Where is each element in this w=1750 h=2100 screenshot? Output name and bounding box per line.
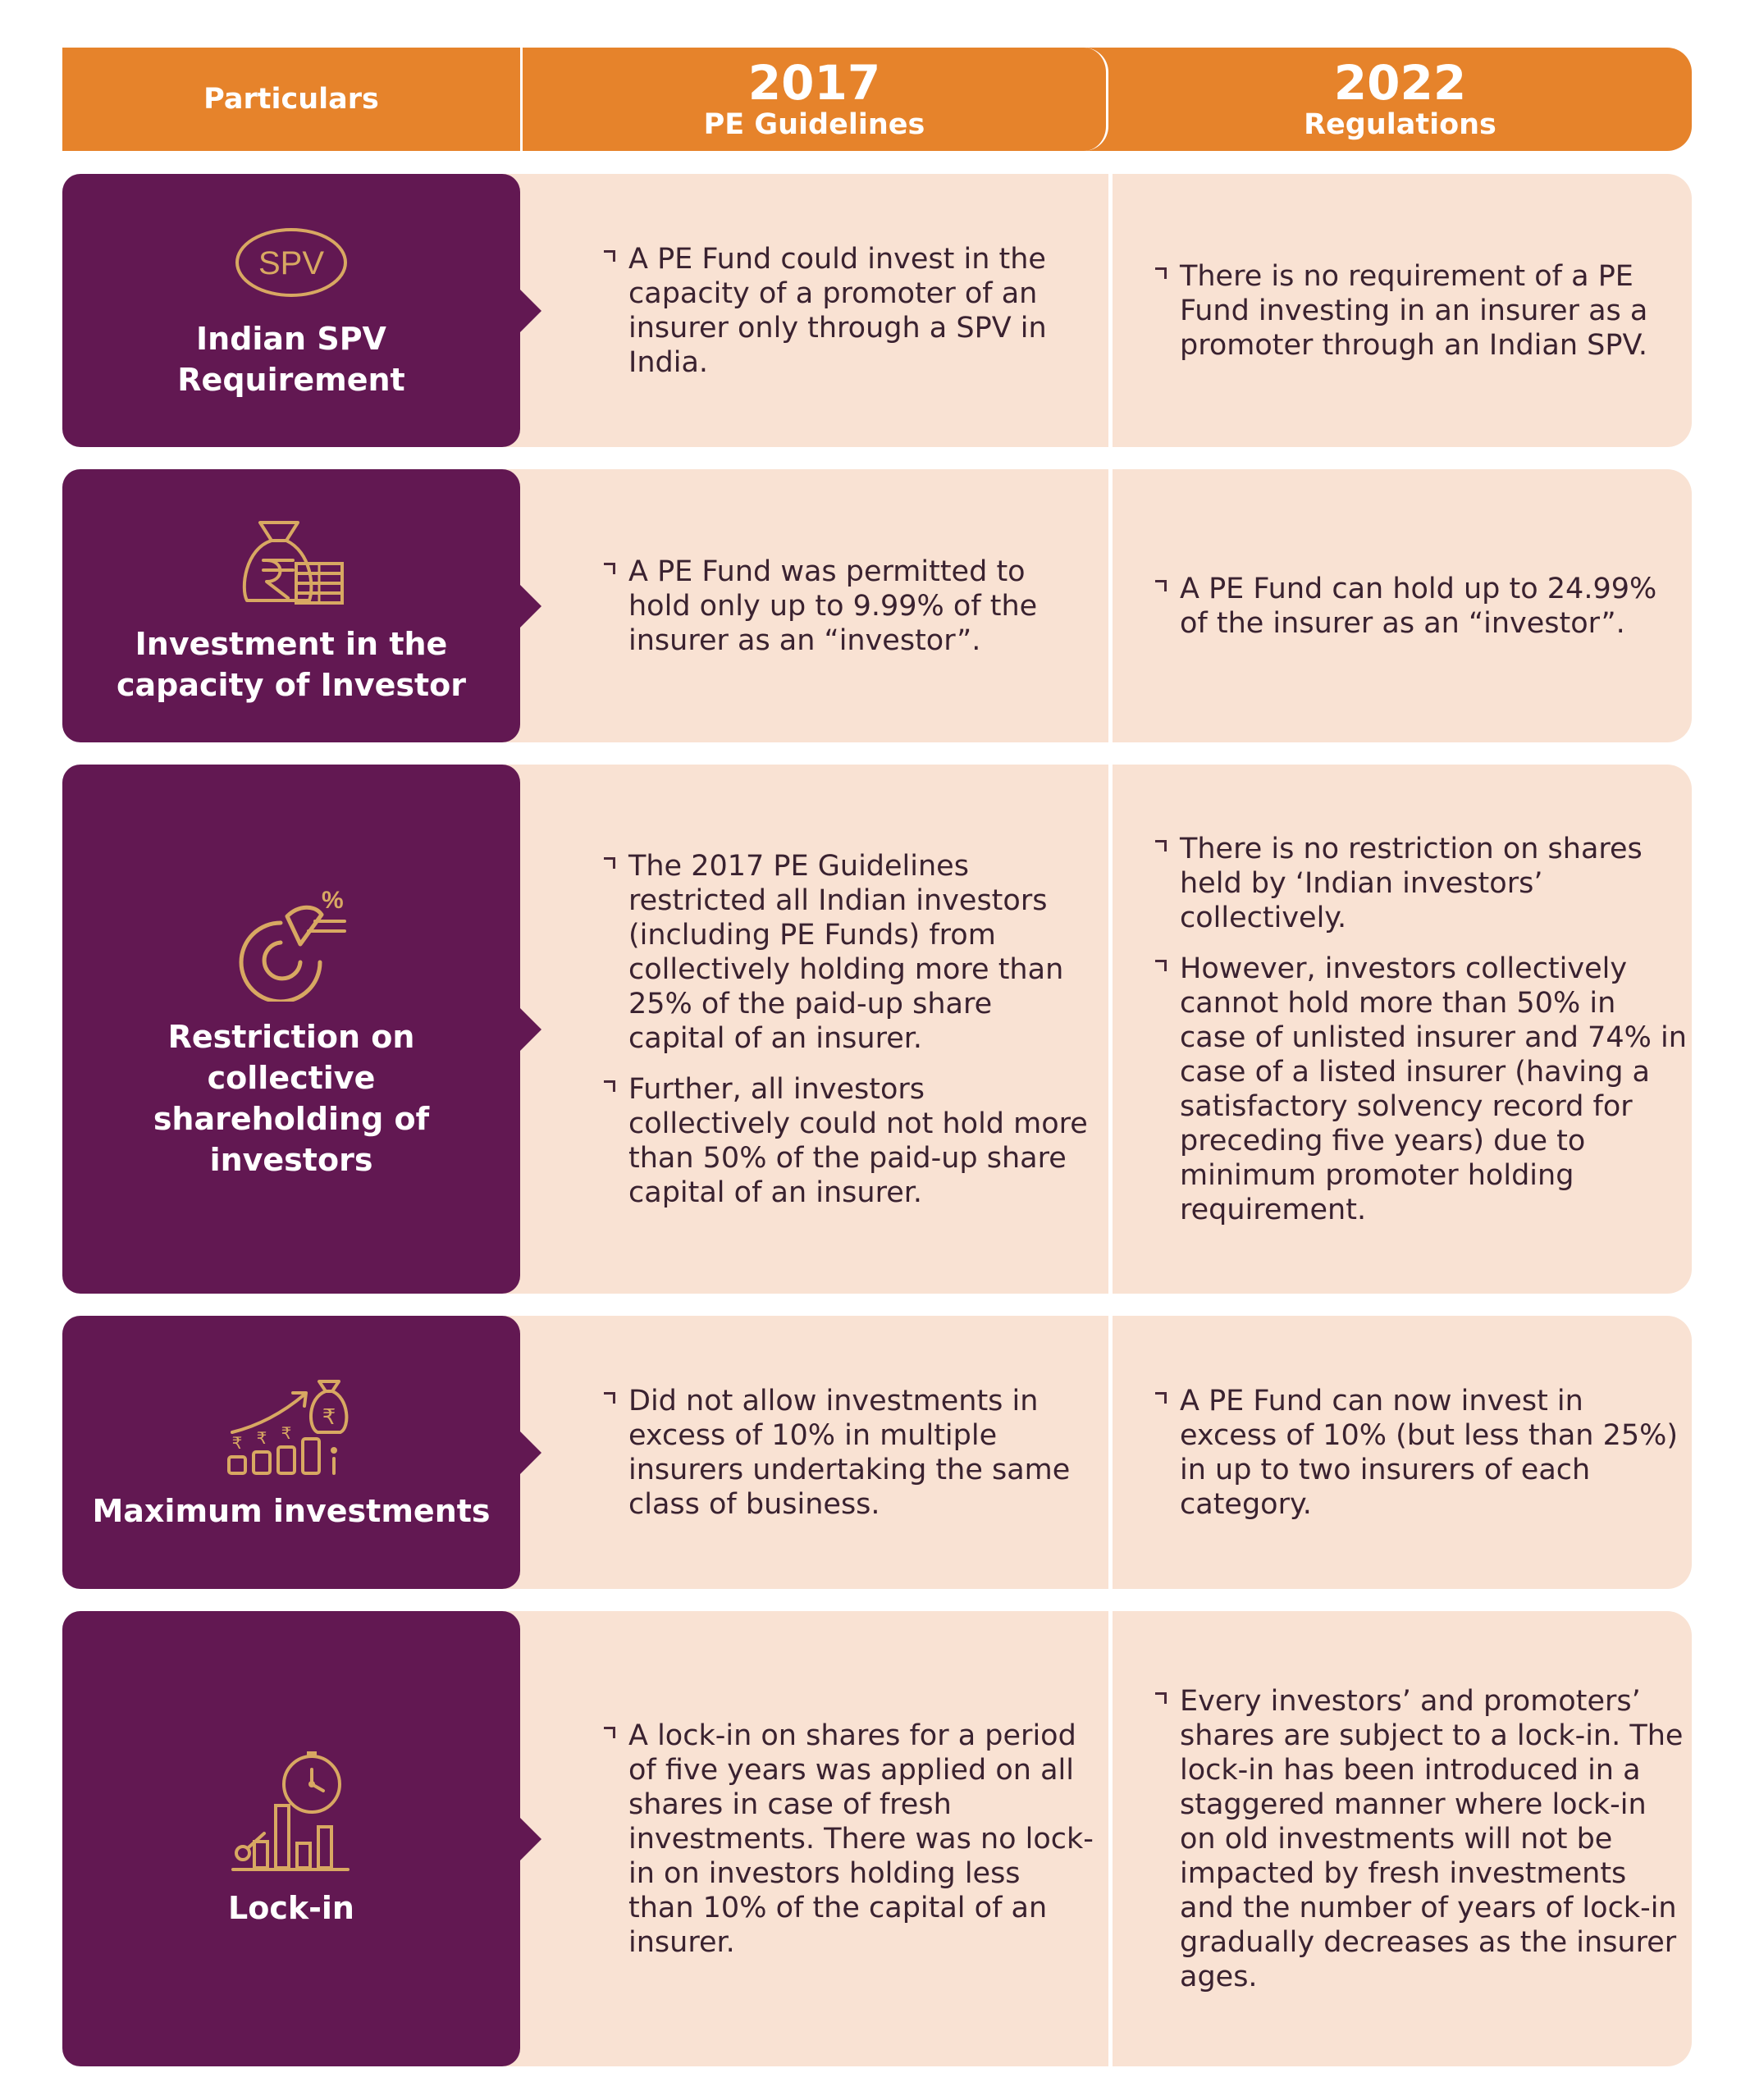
svg-text:₹: ₹ [231,1433,243,1453]
svg-text:₹: ₹ [256,1428,267,1448]
pie-percent-icon [230,879,353,1002]
list-item: Further, all investors collectively could not hold more than 50% of the paid-up share capital of an insurer. [602,1072,1094,1210]
money-bag-coins-icon [234,506,349,609]
spv-icon [230,221,353,304]
list-item: A PE Fund could invest in the capacity of a promoter of an insurer only through a SPV in India. [602,242,1094,380]
col-2022 [1154,1316,1687,1589]
row-title: Indian SPV Requirement [177,320,405,398]
list-item: A PE Fund was permitted to hold only up to 9.99% of the insurer as an “investor”. [602,555,1094,658]
table-row [62,174,1692,447]
row-title: Restriction on collective shareholding of investors [153,1018,430,1178]
table-row [62,1611,1692,2066]
list-item: A PE Fund can now invest in excess of 10% (but less than 25%) in up to two insurers of each category. [1154,1384,1687,1522]
col-2017 [602,469,1094,742]
clock-bar-chart-icon [230,1750,353,1873]
col-2017 [602,174,1094,447]
list-item: The 2017 PE Guidelines restricted all Indian investors (including PE Funds) from collectively holding more than 25% of the paid-up share capital of an insurer. [602,849,1094,1056]
table-row [62,469,1692,742]
row-title: Lock-in [228,1889,354,1926]
list-item: There is no restriction on shares held by ‘Indian investors’ collectively. [1154,832,1687,935]
header-2017: 2017 PE Guidelines [520,48,1108,151]
row-title: Maximum investments [92,1493,491,1529]
col-2017 [602,765,1094,1294]
table-header [62,48,1692,151]
col-2022 [1154,174,1687,447]
list-item: However, investors collectively cannot hold more than 50% in case of unlisted insurer and 74% in case of a listed insurer (having a satisfactory solvency record for preceding five years) due to minimum promoter holding requirement. [1154,952,1687,1227]
col-2017 [602,1316,1094,1589]
list-item: Every investors’ and promoters’ shares are subject to a lock-in. The lock-in has been introduced in a staggered manner where lock-in on old investments will not be impacted by fresh investments and the number of years of lock-in gradually decreases as the insurer ages. [1154,1684,1687,1994]
growth-rupee-icon [226,1373,357,1476]
table-row [62,765,1692,1294]
list-item: Did not allow investments in excess of 10% in multiple insurers undertaking the same class of business. [602,1384,1094,1522]
list-item: A PE Fund can hold up to 24.99% of the insurer as an “investor”. [1154,572,1687,641]
list-item: There is no requirement of a PE Fund investing in an insurer as a promoter through an Indian SPV. [1154,259,1687,363]
col-2017 [602,1611,1094,2066]
col-2022 [1154,765,1687,1294]
spv-icon-text: SPV [258,244,325,281]
row-title: Investment in the capacity of Investor [117,626,466,703]
col-2022 [1154,469,1687,742]
table-row [62,1316,1692,1589]
svg-text:₹: ₹ [322,1405,336,1430]
svg-text:%: % [322,886,344,914]
list-item: A lock-in on shares for a period of five years was applied on all shares in case of fresh investments. There was no lock-in on investors holding less than 10% of the capital of an insurer. [602,1719,1094,1960]
header-2022: 2022 Regulations [1304,55,1496,141]
svg-text:₹: ₹ [281,1423,292,1443]
header-particulars: Particulars [203,83,379,116]
col-2022 [1154,1611,1687,2066]
